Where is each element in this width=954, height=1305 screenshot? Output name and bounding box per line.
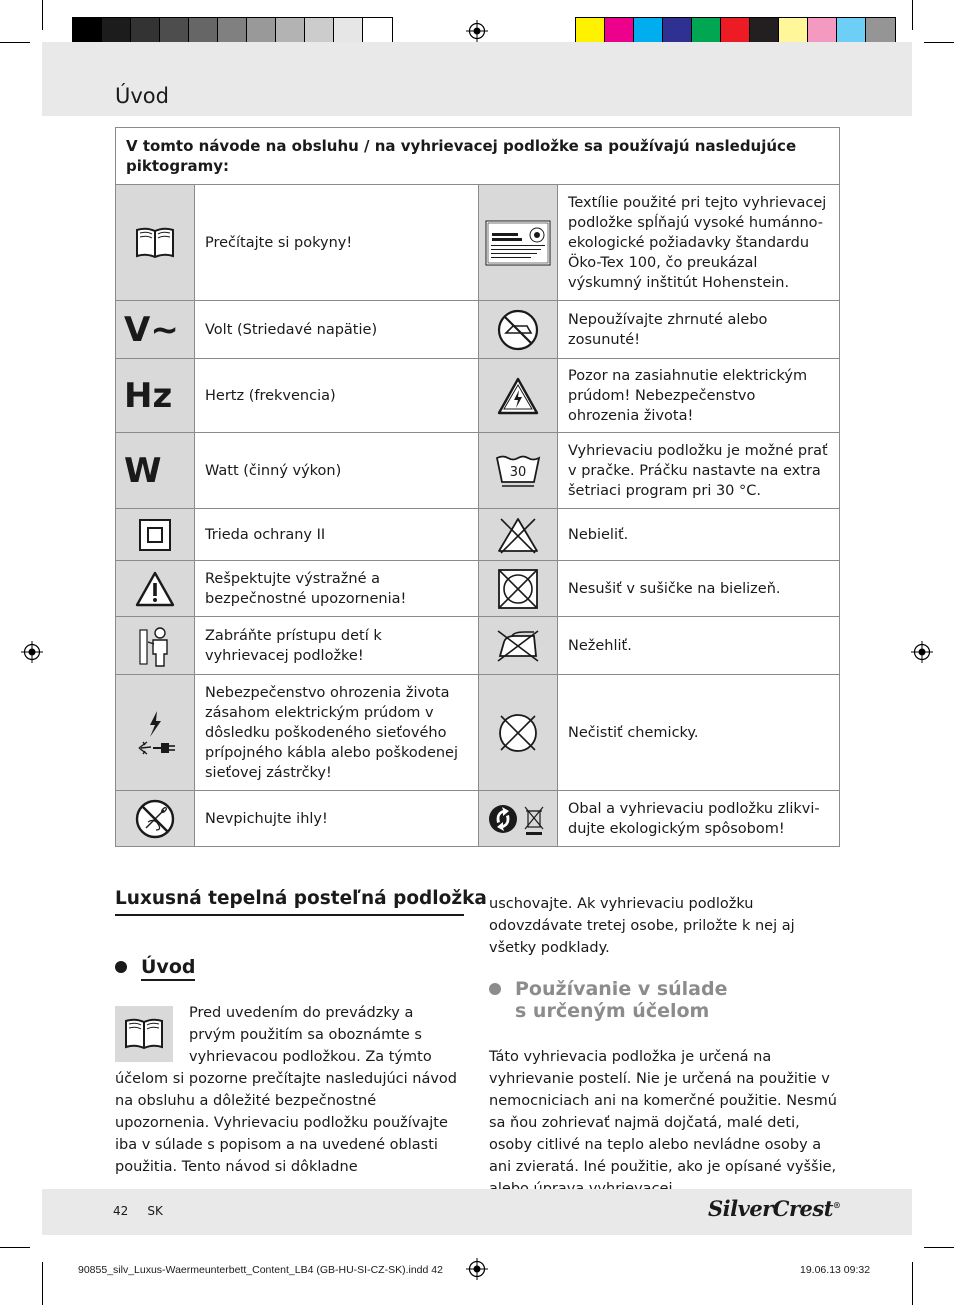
wash-30-icon: 30 — [479, 433, 558, 509]
pictogram-description: Obal a vyhrievaciu podložku zlikvi-dujte ekologickým spôsobom! — [558, 791, 840, 847]
pictogram-description: Pozor na zasiahnutie elektrickým prúdom! Nebezpečenstvo ohrozenia života! — [558, 359, 840, 433]
pictogram-description: Prečítajte si pokyny! — [195, 185, 479, 301]
crop-mark — [912, 1262, 913, 1305]
crop-mark — [924, 42, 954, 43]
header-band — [42, 42, 912, 116]
table-row — [116, 617, 840, 675]
no-iron-icon — [479, 617, 558, 675]
no-dry-clean-icon — [479, 675, 558, 791]
pictogram-description: Nepoužívajte zhrnuté alebo zosunuté! — [558, 301, 840, 359]
crop-mark — [42, 0, 43, 30]
keep-children-away-icon — [116, 617, 195, 675]
table-row — [116, 301, 840, 359]
registration-mark-icon — [466, 20, 488, 42]
page-number: 42 SK — [113, 1204, 163, 1218]
file-slug: 90855_silv_Luxus-Waermeunterbett_Content_LB4 (GB-HU-SI-CZ-SK).indd 42 — [78, 1264, 443, 1276]
crop-mark — [0, 1247, 30, 1248]
table-row — [116, 509, 840, 561]
high-voltage-warning-icon — [479, 359, 558, 433]
intro-heading: Úvod — [115, 956, 195, 981]
table-row — [116, 433, 840, 509]
no-bleach-icon — [479, 509, 558, 561]
pictogram-description: Zabráňte prístupu detí k vyhrievacej podložke! — [195, 617, 479, 675]
pictogram-description: Nežehliť. — [558, 617, 840, 675]
page-title: Úvod — [115, 84, 169, 108]
table-row — [116, 791, 840, 847]
pictogram-description: Volt (Striedavé napätie) — [195, 301, 479, 359]
crop-mark — [924, 1247, 954, 1248]
registration-mark-icon — [466, 1258, 488, 1280]
pictogram-description: Nečistiť chemicky. — [558, 675, 840, 791]
section-rule — [115, 914, 464, 916]
watt-icon: W — [116, 433, 195, 509]
protection-class-2-icon — [116, 509, 195, 561]
book-icon — [116, 185, 195, 301]
pictogram-description: Textílie použité pri tejto vyhrievacej podložke spĺňajú vysoké humánno-ekologické požiadavky štandardu Öko-Tex 100, čo preukázal výskumný inštitút Hohenstein. — [558, 185, 840, 301]
volt-ac-icon: V~ — [116, 301, 195, 359]
pictogram-table — [115, 127, 840, 847]
crop-mark — [912, 0, 913, 30]
bullet-icon — [115, 961, 127, 973]
intro-text-continued: uschovajte. Ak vyhrievaciu podložku odovzdávate tretej osobe, priložte k nej aj všetky podklady. — [489, 896, 795, 956]
pictogram-description: Trieda ochrany II — [195, 509, 479, 561]
pictogram-description: Nesušiť v sušičke na bielizeň. — [558, 561, 840, 617]
oeko-tex-label-icon — [479, 185, 558, 301]
pictogram-description: Watt (činný výkon) — [195, 433, 479, 509]
no-needles-icon — [116, 791, 195, 847]
intro-text: Pred uvedením do prevádzky a prvým použitím sa oboznámte s vyhrievacou podložkou. Za týmto účelom si pozorne prečítajte nasledujúci návod na obsluhu a dôležité bezpečnostné upozornenia. Vyhrievaciu podložku používajte iba v súlade s popisom a na uvedené oblasti použitia. Tento návod si dôkladne — [115, 1005, 458, 1175]
pictogram-description: Rešpektujte výstražné a bezpečnostné upozornenia! — [195, 561, 479, 617]
registration-mark-icon — [911, 641, 933, 663]
warning-triangle-icon — [116, 561, 195, 617]
bullet-icon — [489, 983, 501, 995]
registration-mark-icon — [21, 641, 43, 663]
pictogram-description: Nevpichujte ihly! — [195, 791, 479, 847]
usage-heading: Používanie v súlade s určeným účelom — [489, 978, 727, 1022]
hertz-icon: Hz — [116, 359, 195, 433]
usage-text: Táto vyhrievacia podložka je určená na vyhrievanie postelí. Nie je určená na použitie v nemocniciach ani na komerčné použitie. Nesmú sa ňou zohrievať najmä dojčatá, malé deti, osoby citlivé na teplo alebo nevládne osoby a ani zvieratá. Iné použitie, ako je opísané vyššie, — [489, 1049, 837, 1175]
pictogram-description: Vyhrievaciu podložku je možné prať v pračke. Práčku nastavte na extra šetriaci program pri 30 °C. — [558, 433, 840, 509]
no-folded-icon — [479, 301, 558, 359]
table-row — [116, 185, 840, 301]
brand-logo: SilverCrest® — [708, 1196, 841, 1221]
pictogram-description: Nebieliť. — [558, 509, 840, 561]
no-tumble-dry-icon — [479, 561, 558, 617]
pictogram-description: Nebezpečenstvo ohrozenia života zásahom elektrickým prúdom v dôsledku poškodeného sieťového prípojného kábla alebo poškodenej sieťovej zástrčky! — [195, 675, 479, 791]
section-title: Luxusná tepelná posteľná podložka — [115, 888, 487, 909]
pictogram-description: Hertz (frekvencia) — [195, 359, 479, 433]
table-row — [116, 675, 840, 791]
crop-mark — [42, 1262, 43, 1305]
crop-mark — [0, 42, 30, 43]
table-row — [116, 561, 840, 617]
table-row — [116, 359, 840, 433]
recycle-disposal-icon — [479, 791, 558, 847]
date-slug: 19.06.13 09:32 — [800, 1264, 871, 1276]
damaged-plug-icon — [116, 675, 195, 791]
table-heading: V tomto návode na obsluhu / na vyhrievacej podložke sa používajú nasledujúce piktogramy: — [116, 128, 840, 185]
